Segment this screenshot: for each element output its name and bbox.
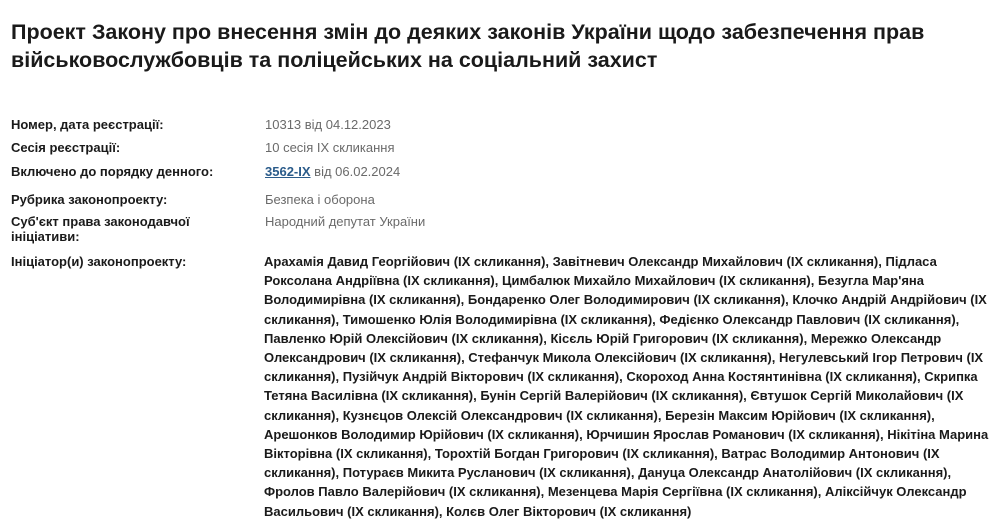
subject-label: Суб'єкт права законодавчої ініціативи: (11, 214, 190, 244)
subject-value: Народний депутат України (265, 214, 426, 229)
rubric-value: Безпека і оборона (265, 192, 375, 207)
agenda-law-link[interactable]: 3562-IX (265, 164, 311, 179)
agenda-date: від 06.02.2024 (310, 164, 401, 179)
registration-value: 10313 від 04.12.2023 (265, 117, 391, 132)
session-value: 10 сесія IX скликання (265, 140, 395, 155)
page-title: Проект Закону про внесення змін до деяких законів України щодо забезпечення прав військовослужбовців та поліцейських на соціальний захист (11, 20, 925, 72)
rubric-label: Рубрика законопроекту: (11, 192, 168, 207)
session-label: Сесія реєстрації: (11, 140, 121, 155)
registration-label: Номер, дата реєстрації: (11, 117, 164, 132)
agenda-label: Включено до порядку денного: (11, 164, 214, 179)
initiators-list: Арахамія Давид Георгійович (IX скликання), Завітневич Олександр Михайлович (IX скликання), Підласа Роксолана Андріївна (IX скликання), Цимбалюк Михайло Михайлович (IX скликання), Безугла Мар'яна Володимирівна (IX скликання), Бондаренко Олег Володимирович (IX скликання), Клочко Андрій Андрійович (IX скликання), Тимошенко Юлія Володимирівна (IX скликання), Федієнко Олександр Павлович (IX скликання), Павленко Юрій Олексійович (IX скликання), Кісєль Юрій Григорович (IX скликання), Мережко Олександр Олександрович (IX скликання), Стефанчук Микола Олексійович (IX скликання), Негулевський Ігор Петрович (IX скликання), Пузійчук Андрій Вікторович (IX скликання), Скороход Анна Костянтинівна (IX скликання), Скрипка Тетяна Василівна (IX скликання), Бунін Сергій Валерійович (IX скликання), Євтушок Сергій Миколайович (IX скликання), Кузнєцов Олексій Олександрович (IX скликання), Березін Максим Юрійович (IX скликання), Арешонков Володимир Юрійович (IX скликання), Юрчишин Ярослав Романович (IX скликання), Нікітіна Марина Вікторівна (IX скликання), Торохтій Богдан Григорович (IX скликання), Ватрас Володимир Антонович (IX скликання), Потураєв Микита Русланович (IX скликання), Дануца Олександр Анатолійович (IX скликання), Фролов Павло Валерійович (IX скликання), Мезенцева Марія Сергіївна (IX скликання), Аліксійчук Олександр Васильович (IX скликання), Колєв Олег Вікторович (IX скликання) (264, 254, 989, 519)
agenda-value (265, 164, 993, 179)
initiators-label: Ініціатор(и) законопроекту: (11, 254, 187, 269)
